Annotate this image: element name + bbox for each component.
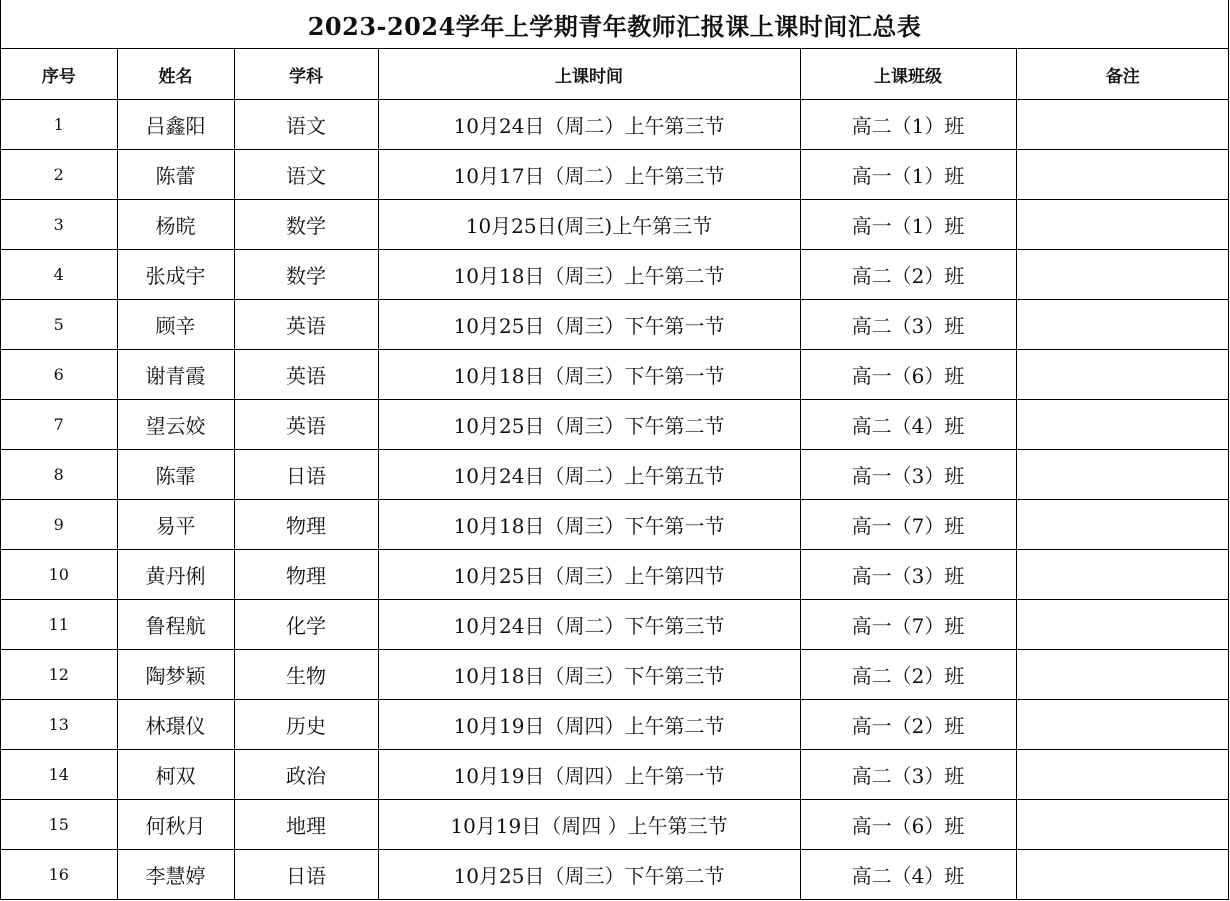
- cell-class[interactable]: 高二（4）班: [800, 400, 1016, 450]
- cell-note[interactable]: [1016, 150, 1229, 200]
- table-row: [1, 600, 1229, 650]
- table-row: [1, 250, 1229, 300]
- table-row: [1, 750, 1229, 800]
- table-row: [1, 100, 1229, 150]
- cell-note[interactable]: [1016, 450, 1229, 500]
- cell-note[interactable]: [1016, 550, 1229, 600]
- cell-name[interactable]: 杨晥: [117, 200, 234, 250]
- table-row: [1, 200, 1229, 250]
- table-row: [1, 350, 1229, 400]
- cell-class[interactable]: 高一（1）班: [800, 150, 1016, 200]
- table-row: [1, 800, 1229, 850]
- cell-time[interactable]: 10月24日（周二）下午第三节: [378, 600, 800, 650]
- table-row: [1, 850, 1229, 900]
- cell-class[interactable]: 高一（3）班: [800, 550, 1016, 600]
- cell-subject[interactable]: 数学: [234, 250, 378, 300]
- cell-time[interactable]: 10月19日（周四）上午第二节: [378, 700, 800, 750]
- cell-no[interactable]: 11: [1, 600, 117, 650]
- cell-class[interactable]: 高二（2）班: [800, 250, 1016, 300]
- cell-class[interactable]: 高二（3）班: [800, 300, 1016, 350]
- schedule-table: [1, 49, 1229, 900]
- cell-subject[interactable]: 化学: [234, 600, 378, 650]
- cell-name[interactable]: 陈霏: [117, 450, 234, 500]
- cell-name[interactable]: 望云姣: [117, 400, 234, 450]
- table-row: [1, 700, 1229, 750]
- cell-note[interactable]: [1016, 750, 1229, 800]
- cell-no[interactable]: 13: [1, 700, 117, 750]
- cell-name[interactable]: 陶梦颖: [117, 650, 234, 700]
- cell-no[interactable]: 2: [1, 150, 117, 200]
- cell-subject[interactable]: 历史: [234, 700, 378, 750]
- cell-note[interactable]: [1016, 350, 1229, 400]
- cell-name[interactable]: 易平: [117, 500, 234, 550]
- cell-name[interactable]: 林璟仪: [117, 700, 234, 750]
- cell-subject[interactable]: 物理: [234, 500, 378, 550]
- cell-time[interactable]: 10月17日（周二）上午第三节: [378, 150, 800, 200]
- cell-time[interactable]: 10月25日(周三)上午第三节: [378, 200, 800, 250]
- cell-note[interactable]: [1016, 700, 1229, 750]
- cell-class[interactable]: 高一（7）班: [800, 500, 1016, 550]
- table-row: [1, 450, 1229, 500]
- cell-time[interactable]: 10月19日（周四）上午第一节: [378, 750, 800, 800]
- table-row: [1, 650, 1229, 700]
- cell-note[interactable]: [1016, 650, 1229, 700]
- header-note[interactable]: 备注: [1016, 49, 1229, 100]
- cell-class[interactable]: 高二（2）班: [800, 650, 1016, 700]
- cell-subject[interactable]: 日语: [234, 450, 378, 500]
- cell-class[interactable]: 高一（2）班: [800, 700, 1016, 750]
- cell-no[interactable]: 8: [1, 450, 117, 500]
- cell-class[interactable]: 高一（6）班: [800, 350, 1016, 400]
- cell-note[interactable]: [1016, 200, 1229, 250]
- table-row: [1, 550, 1229, 600]
- cell-time[interactable]: 10月24日（周二）上午第五节: [378, 450, 800, 500]
- cell-subject[interactable]: 数学: [234, 200, 378, 250]
- cell-class[interactable]: 高二（3）班: [800, 750, 1016, 800]
- cell-note[interactable]: [1016, 250, 1229, 300]
- table-row: [1, 150, 1229, 200]
- cell-subject[interactable]: 物理: [234, 550, 378, 600]
- cell-class[interactable]: 高二（1）班: [800, 100, 1016, 150]
- cell-time[interactable]: 10月25日（周三）下午第二节: [378, 400, 800, 450]
- cell-no[interactable]: 10: [1, 550, 117, 600]
- header-no[interactable]: 序号: [1, 49, 117, 100]
- cell-no[interactable]: 9: [1, 500, 117, 550]
- cell-name[interactable]: 何秋月: [117, 800, 234, 850]
- table-row: [1, 300, 1229, 350]
- header-name[interactable]: 姓名: [117, 49, 234, 100]
- cell-subject[interactable]: 生物: [234, 650, 378, 700]
- cell-class[interactable]: 高一（6）班: [800, 800, 1016, 850]
- header-class[interactable]: 上课班级: [800, 49, 1016, 100]
- cell-name[interactable]: 吕鑫阳: [117, 100, 234, 150]
- cell-time[interactable]: 10月25日（周三）上午第四节: [378, 550, 800, 600]
- cell-note[interactable]: [1016, 800, 1229, 850]
- header-subject[interactable]: 学科: [234, 49, 378, 100]
- header-time[interactable]: 上课时间: [378, 49, 800, 100]
- cell-no[interactable]: 5: [1, 300, 117, 350]
- cell-subject[interactable]: 英语: [234, 300, 378, 350]
- cell-note[interactable]: [1016, 300, 1229, 350]
- cell-no[interactable]: 16: [1, 850, 117, 900]
- cell-subject[interactable]: 语文: [234, 150, 378, 200]
- cell-time[interactable]: 10月18日（周三）上午第二节: [378, 250, 800, 300]
- cell-time[interactable]: 10月19日（周四 ）上午第三节: [378, 800, 800, 850]
- cell-note[interactable]: [1016, 850, 1229, 900]
- cell-subject[interactable]: 日语: [234, 850, 378, 900]
- table-row: [1, 500, 1229, 550]
- cell-note[interactable]: [1016, 600, 1229, 650]
- table-body: [1, 100, 1229, 900]
- table-row: [1, 400, 1229, 450]
- cell-time[interactable]: 10月24日（周二）上午第三节: [378, 100, 800, 150]
- cell-name[interactable]: 陈蕾: [117, 150, 234, 200]
- cell-name[interactable]: 谢青霞: [117, 350, 234, 400]
- cell-time[interactable]: 10月18日（周三）下午第三节: [378, 650, 800, 700]
- cell-note[interactable]: [1016, 100, 1229, 150]
- cell-name[interactable]: 张成宇: [117, 250, 234, 300]
- cell-class[interactable]: 高二（4）班: [800, 850, 1016, 900]
- cell-class[interactable]: 高一（7）班: [800, 600, 1016, 650]
- cell-time[interactable]: 10月25日（周三）下午第一节: [378, 300, 800, 350]
- cell-note[interactable]: [1016, 400, 1229, 450]
- cell-name[interactable]: 顾辛: [117, 300, 234, 350]
- cell-subject[interactable]: 英语: [234, 400, 378, 450]
- cell-no[interactable]: 4: [1, 250, 117, 300]
- cell-name[interactable]: 鲁程航: [117, 600, 234, 650]
- cell-time[interactable]: 10月18日（周三）下午第一节: [378, 500, 800, 550]
- cell-subject[interactable]: 语文: [234, 100, 378, 150]
- cell-class[interactable]: 高一（1）班: [800, 200, 1016, 250]
- cell-name[interactable]: 柯双: [117, 750, 234, 800]
- cell-no[interactable]: 14: [1, 750, 117, 800]
- cell-no[interactable]: 6: [1, 350, 117, 400]
- sheet-title: 2023-2024学年上学期青年教师汇报课上课时间汇总表: [1, 0, 1228, 49]
- cell-no[interactable]: 12: [1, 650, 117, 700]
- cell-no[interactable]: 1: [1, 100, 117, 150]
- cell-time[interactable]: 10月18日（周三）下午第一节: [378, 350, 800, 400]
- cell-no[interactable]: 15: [1, 800, 117, 850]
- cell-subject[interactable]: 地理: [234, 800, 378, 850]
- cell-note[interactable]: [1016, 500, 1229, 550]
- cell-subject[interactable]: 英语: [234, 350, 378, 400]
- cell-no[interactable]: 3: [1, 200, 117, 250]
- cell-time[interactable]: 10月25日（周三）下午第二节: [378, 850, 800, 900]
- header-row: [1, 49, 1229, 100]
- cell-name[interactable]: 李慧婷: [117, 850, 234, 900]
- cell-class[interactable]: 高一（3）班: [800, 450, 1016, 500]
- cell-no[interactable]: 7: [1, 400, 117, 450]
- cell-subject[interactable]: 政治: [234, 750, 378, 800]
- cell-name[interactable]: 黄丹俐: [117, 550, 234, 600]
